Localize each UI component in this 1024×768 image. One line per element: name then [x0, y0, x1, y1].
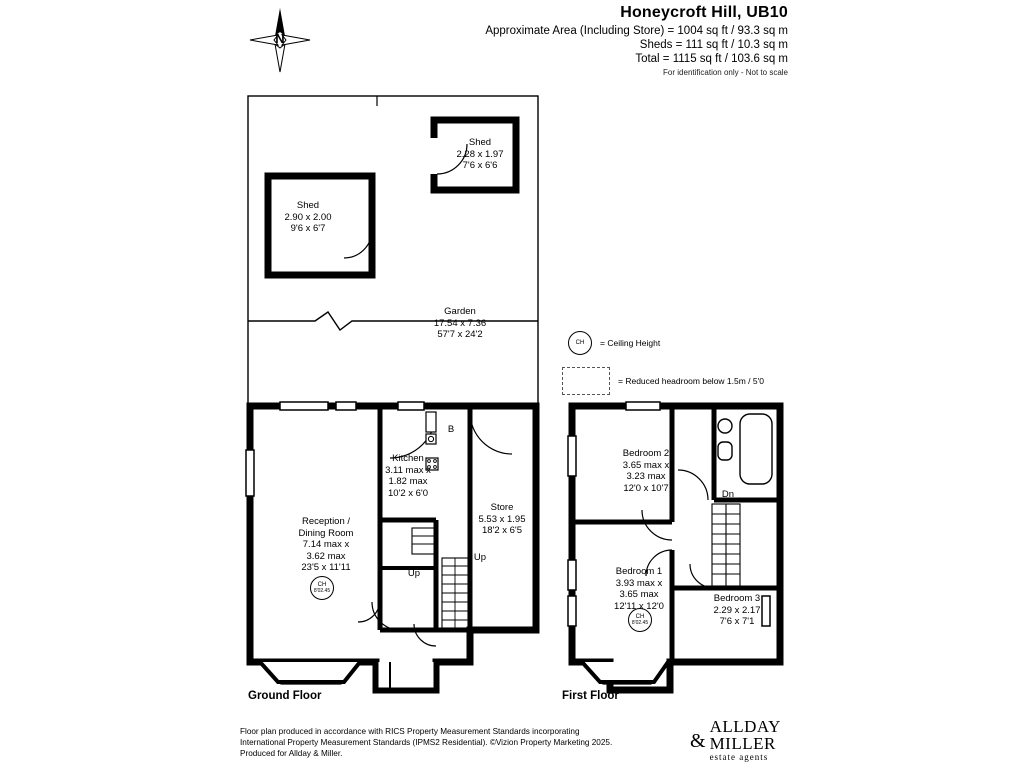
ch-ground-title: CH — [317, 582, 327, 588]
room-line: 12'0 x 10'7 — [623, 482, 669, 494]
room-line: Bedroom 1 — [615, 566, 663, 577]
room-line: Kitchen — [392, 453, 424, 464]
reduced-headroom-swatch — [562, 367, 610, 395]
stairs-up-label: Up — [473, 552, 487, 563]
boiler-label: B — [447, 424, 455, 435]
room-line: Shed — [296, 200, 320, 211]
ch-first-title: CH — [635, 614, 645, 620]
ground-floor-label: Ground Floor — [248, 690, 322, 702]
room-bedroom-2 — [596, 448, 696, 494]
room-store — [458, 502, 546, 537]
room-line: 2.29 x 2.17 — [713, 604, 761, 616]
stairs-down-label: Dn — [721, 489, 735, 500]
footer-line: Floor plan produced in accordance with RICS Property Measurement Standards incorporating — [240, 727, 580, 736]
area-line: Total = 1115 sq ft / 103.6 sq m — [635, 53, 788, 65]
room-line: 7.14 max x — [302, 539, 350, 550]
brand-line-1: ALLDAY — [709, 717, 781, 736]
room-line: Store — [490, 502, 514, 513]
room-line: 18'2 x 6'5 — [481, 525, 523, 536]
first-floor-label: First Floor — [562, 690, 619, 702]
room-line: 5.53 x 1.95 — [478, 513, 526, 525]
room-line: 3.62 max — [306, 550, 346, 562]
first-floor-plan — [562, 400, 792, 700]
room-bedroom-1 — [589, 566, 689, 612]
footer-line: International Property Measurement Standards (IPMS2 Residential). ©Vizion Property Marketing 2025. — [240, 738, 613, 747]
room-line: 9'6 x 6'7 — [290, 223, 326, 234]
room-line: 10'2 x 6'0 — [387, 487, 429, 499]
room-shed-large — [258, 200, 358, 235]
room-line: 2.90 x 2.00 — [284, 211, 332, 223]
room-line: 3.65 max — [619, 589, 659, 600]
room-garden — [406, 306, 514, 341]
area-summary — [228, 24, 788, 77]
footer-disclaimer — [240, 726, 690, 759]
area-line: Sheds = 111 sq ft / 10.3 sq m — [639, 39, 788, 51]
room-line: 3.11 max x — [385, 464, 431, 476]
room-bedroom-3 — [694, 593, 780, 628]
brand-ampersand: & — [690, 730, 706, 752]
room-line: 7'6 x 6'6 — [462, 160, 498, 171]
legend-ceiling-height-label: = Ceiling Height — [600, 338, 661, 348]
room-line: 23'5 x 11'11 — [301, 562, 351, 573]
room-line: Bedroom 3 — [713, 593, 761, 604]
footer-line: Produced for Allday & Miller. — [240, 749, 343, 758]
room-line: 57'7 x 24'2 — [437, 329, 483, 340]
room-reception-dining — [272, 516, 380, 574]
north-label: N — [275, 31, 285, 46]
ch-badge-title: CH — [575, 340, 585, 346]
ceiling-height-first — [628, 608, 652, 632]
stairs-up-label-2: Up — [407, 568, 421, 579]
room-line: Garden — [444, 306, 476, 317]
room-line: 3.23 max — [626, 471, 666, 482]
brand-subtitle: estate agents — [709, 752, 769, 762]
room-shed-small — [432, 137, 528, 172]
brand-logo — [690, 718, 810, 762]
page-title: Honeycroft Hill, UB10 — [620, 4, 788, 21]
room-line: Bedroom 2 — [622, 448, 670, 459]
room-line: Reception / — [301, 516, 351, 527]
room-line: 1.82 max — [388, 476, 428, 487]
ch-ground-value: 8'02.45 — [313, 588, 331, 594]
area-note: For identification only - Not to scale — [663, 68, 788, 77]
ch-first-value: 8'02.45 — [631, 620, 649, 626]
room-line: 3.65 max x — [622, 459, 670, 471]
room-line: Shed — [468, 137, 492, 148]
room-kitchen — [369, 453, 447, 499]
room-line: Dining Room — [298, 527, 354, 539]
area-line: Approximate Area (Including Store) = 1004 sq ft / 93.3 sq m — [485, 25, 788, 37]
room-line: 2.28 x 1.97 — [456, 148, 504, 160]
room-line: 17.54 x 7.36 — [433, 317, 487, 329]
ceiling-height-ground — [310, 576, 334, 600]
room-line: 7'6 x 7'1 — [719, 616, 755, 627]
room-line: 3.93 max x — [615, 577, 663, 589]
legend-ceiling-height — [568, 331, 660, 355]
brand-line-2: MILLER — [709, 734, 776, 753]
legend-reduced-headroom — [562, 367, 764, 395]
room-line: 12'11 x 12'0 — [614, 600, 664, 612]
ch-badge-icon — [568, 331, 592, 355]
legend-reduced-headroom-label: = Reduced headroom below 1.5m / 5'0 — [618, 376, 764, 386]
